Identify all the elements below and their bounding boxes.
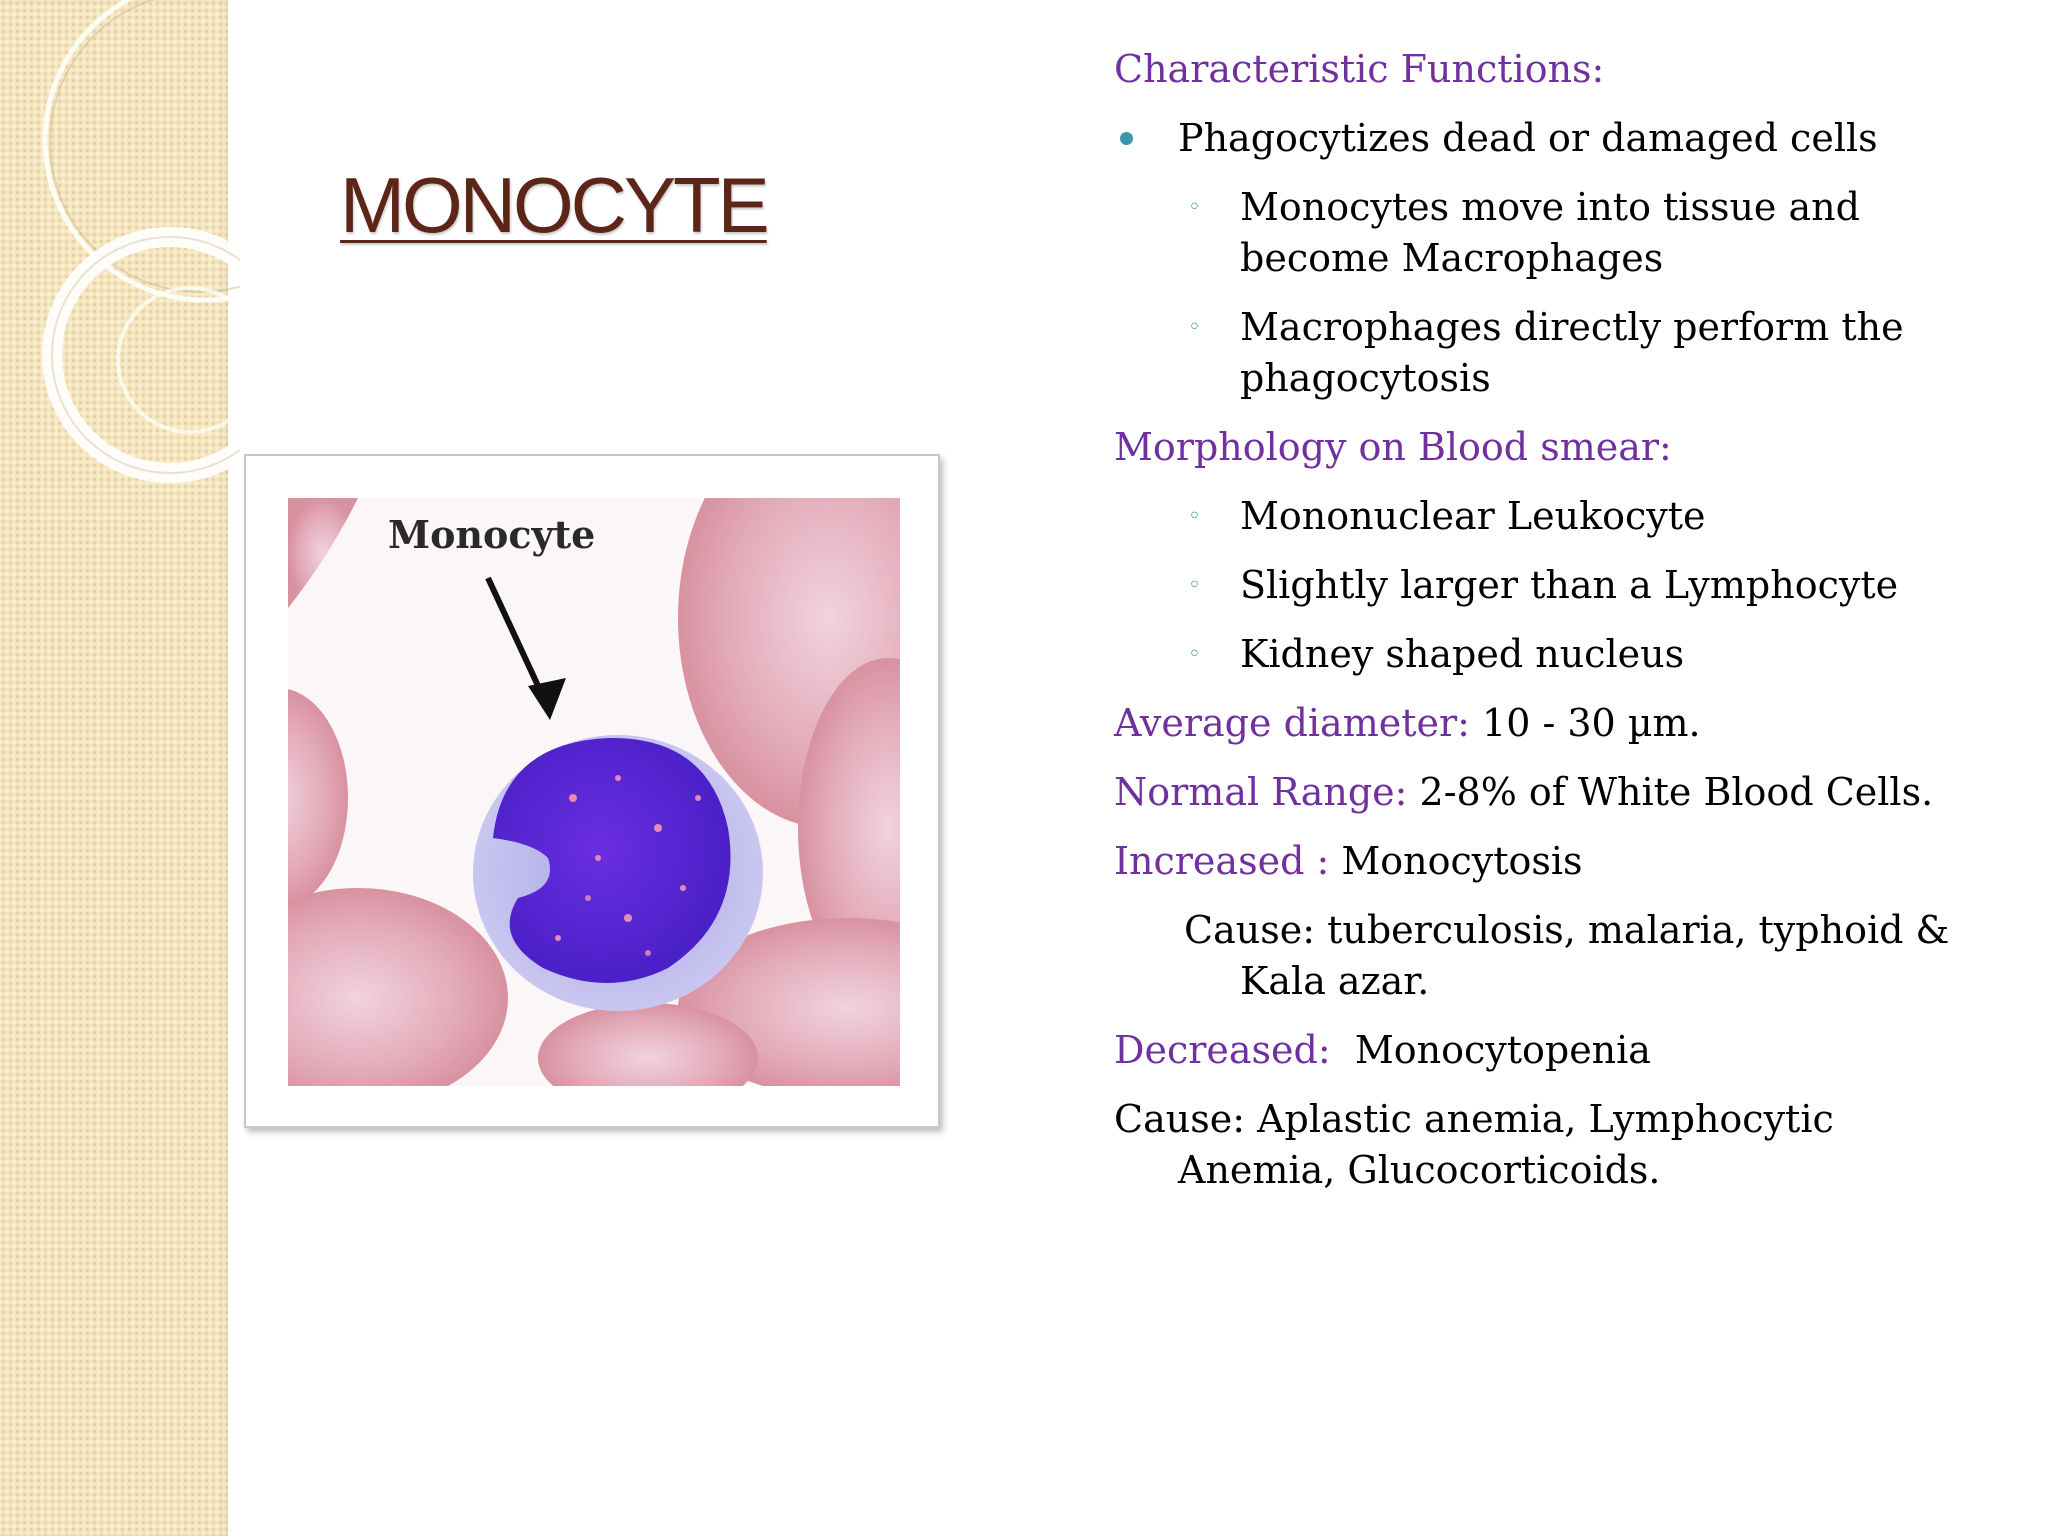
functions-heading: Characteristic Functions: (1114, 47, 1605, 91)
content-panel (1114, 44, 1974, 1196)
sub-item-text: Kidney shaped nucleus (1240, 632, 1685, 676)
monocyte-image-frame (244, 454, 940, 1128)
increased-value: Monocytosis (1329, 839, 1583, 883)
decreased (1114, 1025, 1974, 1094)
normal-range (1114, 767, 1974, 836)
slide-title: MONOCYTE (340, 161, 767, 249)
circle-bullet-icon: ◦ (1188, 642, 1201, 667)
average-diameter-value: 10 - 30 µm. (1469, 701, 1701, 745)
circle-bullet-icon: ◦ (1188, 504, 1201, 529)
sub-item-text: Macrophages directly perform the phagocytosis (1240, 305, 1904, 400)
decreased-cause: Cause: Aplastic anemia, Lymphocytic Anemia, Glucocorticoids. (1114, 1097, 1834, 1192)
normal-range-value: 2-8% of White Blood Cells. (1407, 770, 1934, 814)
sub-item (1114, 491, 1974, 560)
circle-bullet-icon: ◦ (1188, 315, 1201, 340)
sub-item-text: Slightly larger than a Lymphocyte (1240, 563, 1899, 607)
increased-cause: Cause: tuberculosis, malaria, typhoid & Kala azar. (1184, 908, 1950, 1003)
average-diameter (1114, 698, 1974, 767)
sub-item (1114, 302, 1974, 422)
decreased-value: Monocytopenia (1330, 1028, 1651, 1072)
monocyte-micrograph (288, 498, 900, 1086)
circle-bullet-icon: ◦ (1188, 573, 1201, 598)
bullet-dot-icon (1120, 132, 1133, 145)
circle-bullet-icon: ◦ (1188, 195, 1201, 220)
sub-item (1114, 629, 1974, 698)
sub-item-text: Mononuclear Leukocyte (1240, 494, 1706, 538)
decorative-rings (0, 0, 240, 520)
increased (1114, 836, 1974, 905)
functions-bullet (1114, 113, 1974, 182)
sub-item-text: Monocytes move into tissue and become Macrophages (1240, 185, 1860, 280)
morphology-heading: Morphology on Blood smear: (1114, 425, 1672, 469)
increased-label: Increased : (1114, 839, 1330, 883)
sub-item (1114, 560, 1974, 629)
functions-bullet-text: Phagocytizes dead or damaged cells (1178, 116, 1878, 160)
decreased-label: Decreased: (1114, 1028, 1331, 1072)
average-diameter-label: Average diameter: (1114, 701, 1470, 745)
normal-range-label: Normal Range: (1114, 770, 1408, 814)
sub-item (1114, 182, 1974, 302)
micrograph-label: Monocyte (388, 512, 596, 557)
